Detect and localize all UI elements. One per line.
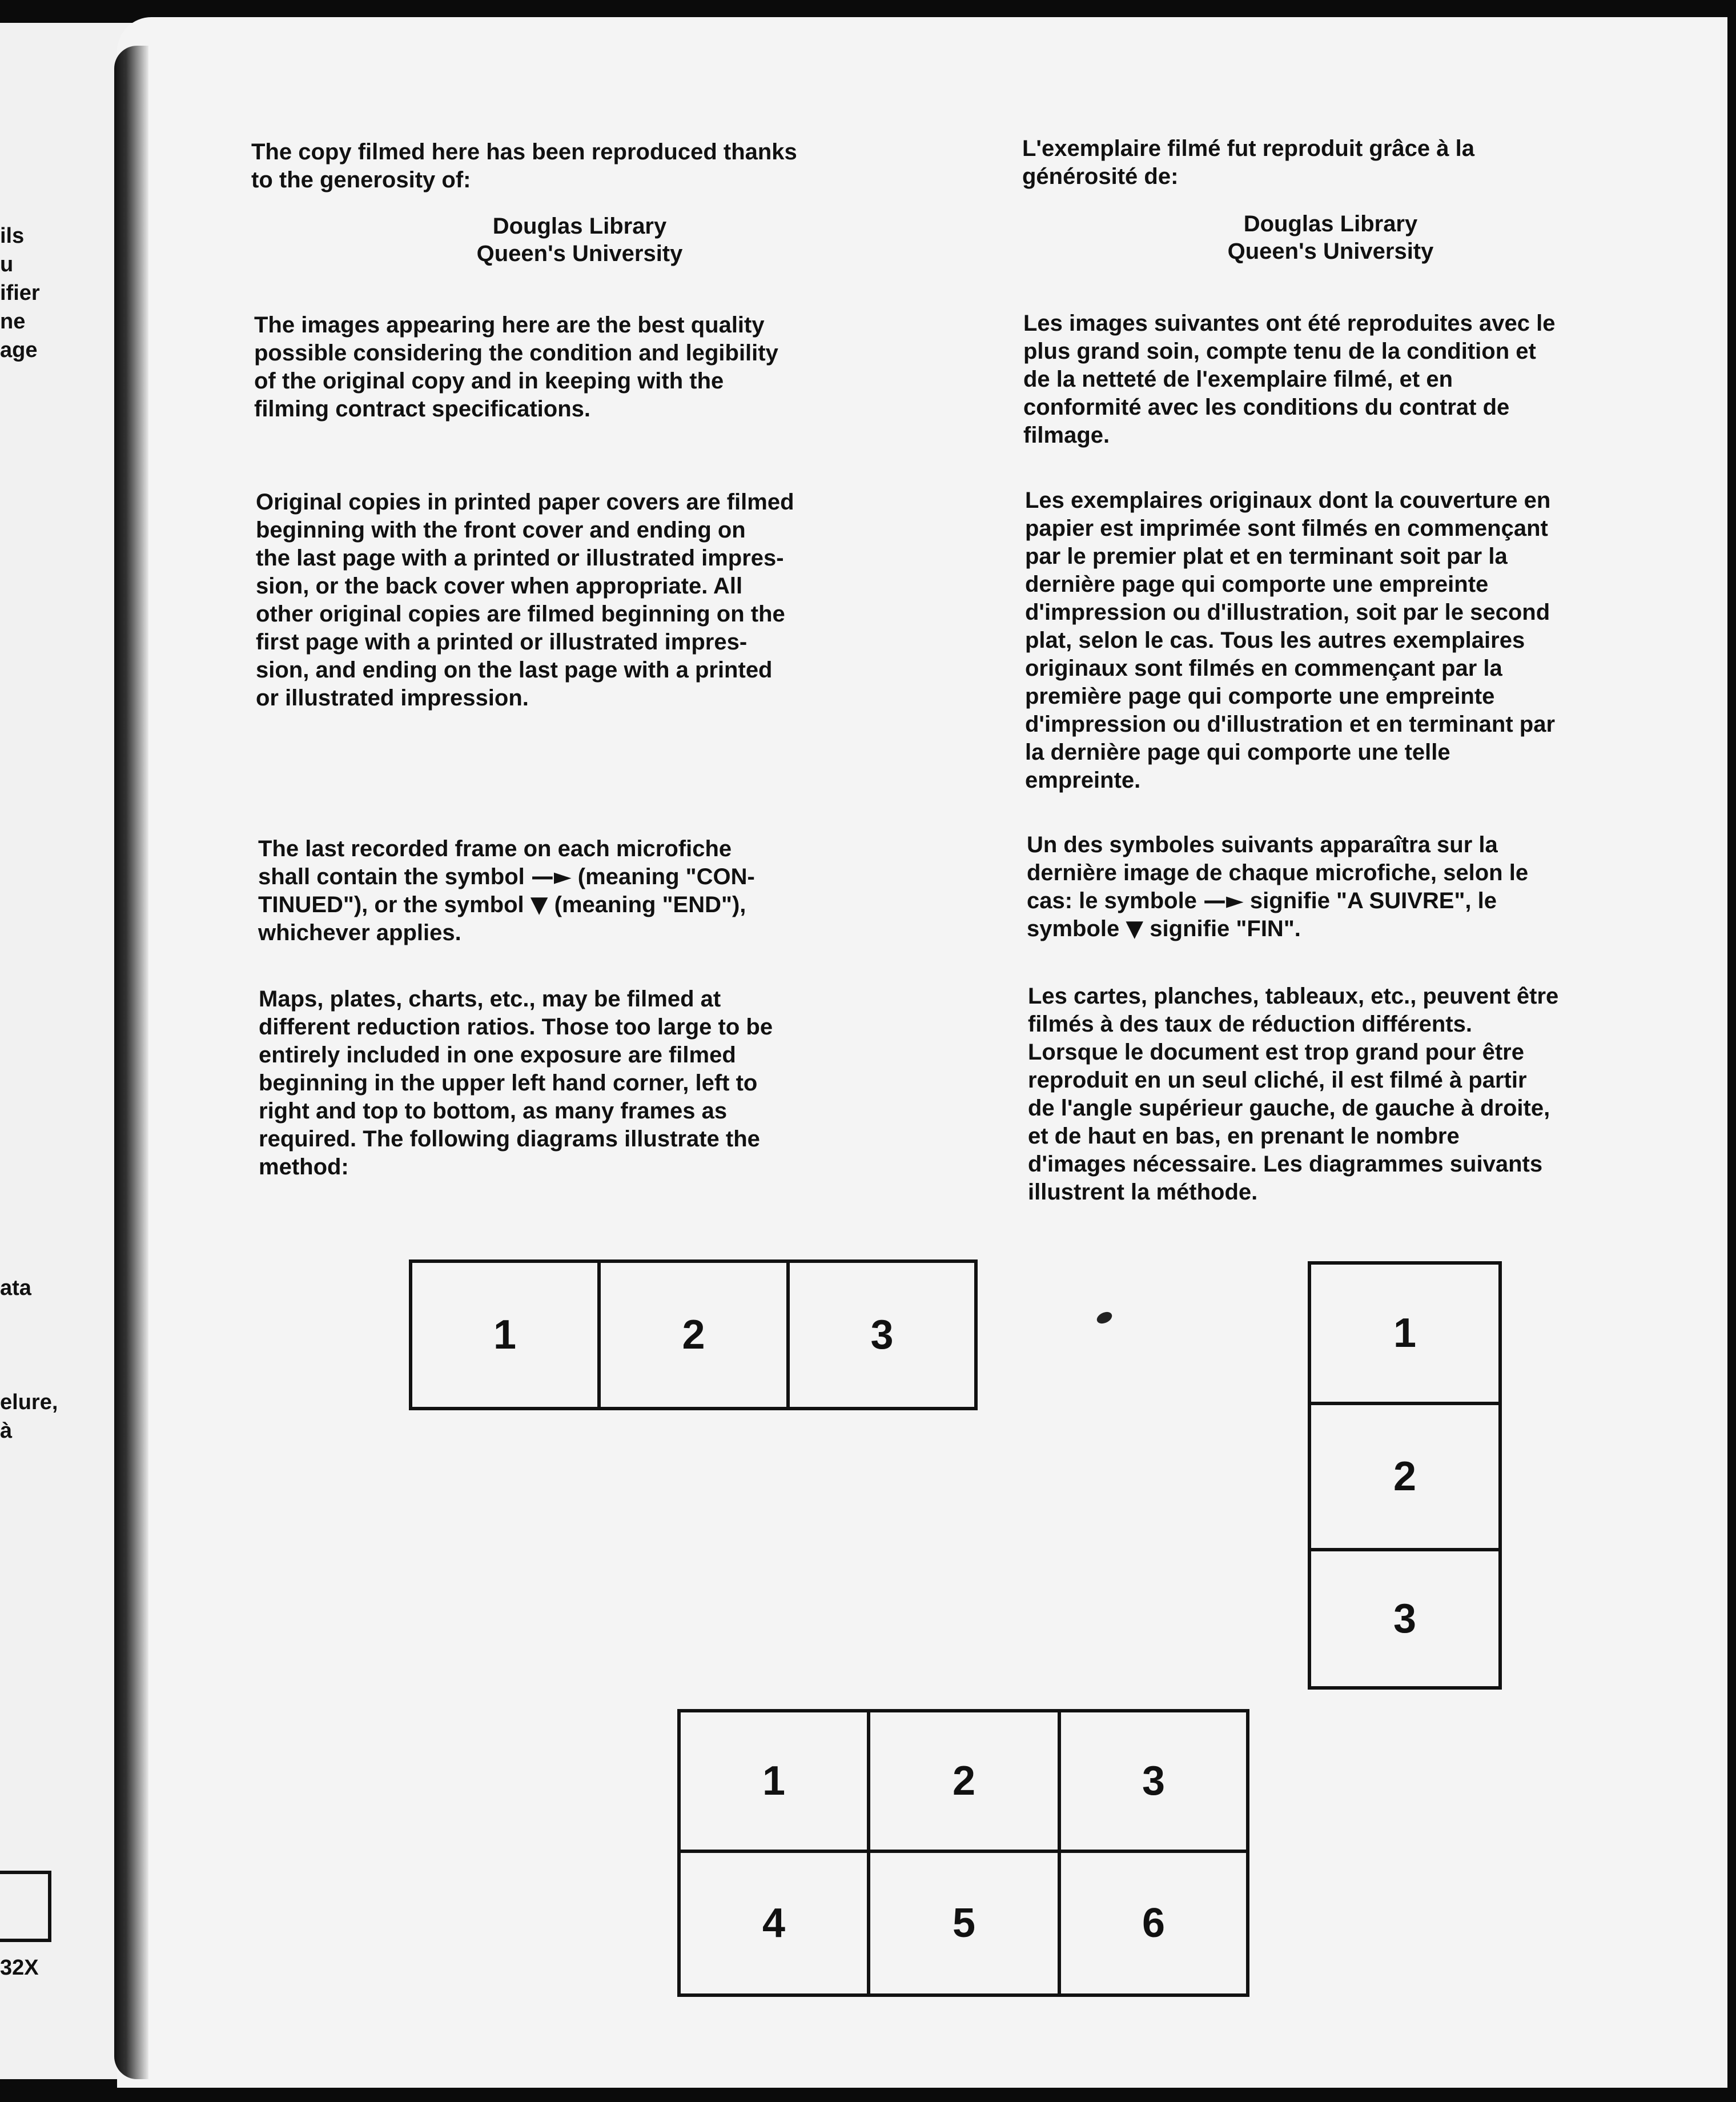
end-triangle-icon: ▼ [1126,916,1144,942]
french-paragraph-symbols [1027,831,1683,943]
french-header: L'exemplaire filmé fut reproduit grâce à la générosité de: [1022,136,1474,189]
adjacent-page-fragment-a: à [0,1419,13,1443]
french-paragraph-images: Les images suivantes ont été reproduites avec le plus grand soin, compte tenu de la condition et de la netteté de l'exemplaire filmé, et en conformité avec les conditions du contrat de filmage. [1023,311,1556,448]
text-span: signifie "A SUIVRE", le [1243,888,1497,913]
frame-cell: 1 [1311,1265,1498,1405]
text-line: dernière image de chaque microfiche, selon le [1027,860,1529,885]
frame-cell: 6 [1142,1900,1166,1946]
frame-cell: 1 [681,1712,870,1853]
frame-cell: 2 [870,1712,1061,1853]
english-paragraph-originals: Original copies in printed paper covers are filmed beginning with the front cover and ending on the last page with a printed or illustrated impres- sion, or the back cover when appropriate. All other original copies are filmed beginning on the first page with a printed or illustrated impres- sion, and ending on the last page with a printed or illustrated impression. [256,490,794,711]
french-paragraph-maps: Les cartes, planches, tableaux, etc., peuvent être filmés à des taux de réduction différents. Lorsque le document est trop grand pour être reproduit en un seul cliché, il est filmé à partir de l'angle supérieur gauche, de gauche à droite, et de haut en bas, en prenant le nombre d'images nécessaire. Les diagrammes suivants illustrent la méthode. [1028,984,1559,1205]
fragment-text: age [0,338,38,362]
text-span: symbole [1027,916,1126,941]
frame-cell: 5 [870,1853,1061,1993]
text-line [258,891,915,919]
english-library-name: Douglas Library [492,214,667,239]
french-library-name: Douglas Library [1243,211,1418,236]
frame-cell: 1 [412,1263,601,1407]
adjacent-page-fragments-top [0,222,51,364]
frame-cell: 4 [681,1853,870,1993]
page-curl-shadow [114,46,148,2079]
adjacent-page-fragment-ata: ata [0,1276,31,1300]
text-line [1027,887,1683,915]
frame-cell: 2 [601,1263,790,1407]
continued-arrow-icon: —► [531,864,572,890]
fragment-text: ne [0,310,26,334]
diagram-vertical-frames [1308,1261,1502,1690]
fragment-text: ils [0,224,25,248]
resolution-target-box [0,1871,51,1942]
text-span: (meaning "END"), [548,892,746,917]
text-line: whichever applies. [258,920,461,945]
english-library-block [251,212,908,267]
english-paragraph-maps: Maps, plates, charts, etc., may be filmed at different reduction ratios. Those too large to be entirely included in one exposure are filmed beginning in the upper left hand corner, left to right and top to bottom, as many frames as required. The following diagrams illustrate the method: [259,986,773,1180]
fragment-text: ifier [0,281,40,305]
frame-cell: 3 [870,1312,894,1358]
text-line [1027,915,1683,943]
french-paragraph-originals: Les exemplaires originaux dont la couverture en papier est imprimée sont filmés en commençant par le premier plat et en terminant soit par la dernière page qui comporte une empreinte d'impression ou d'illustration, soit par le second plat, selon le cas. Tous les autres exemplaires originaux sont filmés en commençant par la première page qui comporte une empreinte d'impression ou d'illustration et en terminant par la dernière page qui comporte une telle empreinte. [1025,488,1556,793]
fragment-text: u [0,252,14,276]
frame-cell: 3 [1393,1596,1417,1642]
french-library-block [1002,210,1659,265]
continued-arrow-icon: —► [1203,888,1244,914]
english-paragraph-symbols [258,835,915,947]
adjacent-page-fragment-elure: elure, [0,1390,58,1414]
end-triangle-icon: ▼ [530,892,548,918]
text-span: shall contain the symbol [258,864,531,889]
frame-cell: 3 [1061,1712,1246,1853]
text-span: TINUED"), or the symbol [258,892,531,917]
text-span: (meaning "CON- [571,864,755,889]
text-span: signifie "FIN". [1143,916,1301,941]
text-span: cas: le symbole [1027,888,1204,913]
english-paragraph-images: The images appearing here are the best quality possible considering the condition and legibility of the original copy and in keeping with the filming contract specifications. [254,312,778,422]
frame-cell: 2 [1311,1405,1498,1551]
text-line: The last recorded frame on each microfiche [258,836,732,861]
diagram-horizontal-frames [409,1259,978,1410]
english-university-name: Queen's University [476,241,683,266]
diagram-grid-frames [677,1709,1249,1997]
english-header: The copy filmed here has been reproduced thanks to the generosity of: [251,139,797,192]
resolution-label: 32X [0,1956,39,1980]
text-line [258,863,915,891]
text-line: Un des symboles suivants apparaîtra sur la [1027,832,1498,857]
french-university-name: Queen's University [1227,239,1434,264]
